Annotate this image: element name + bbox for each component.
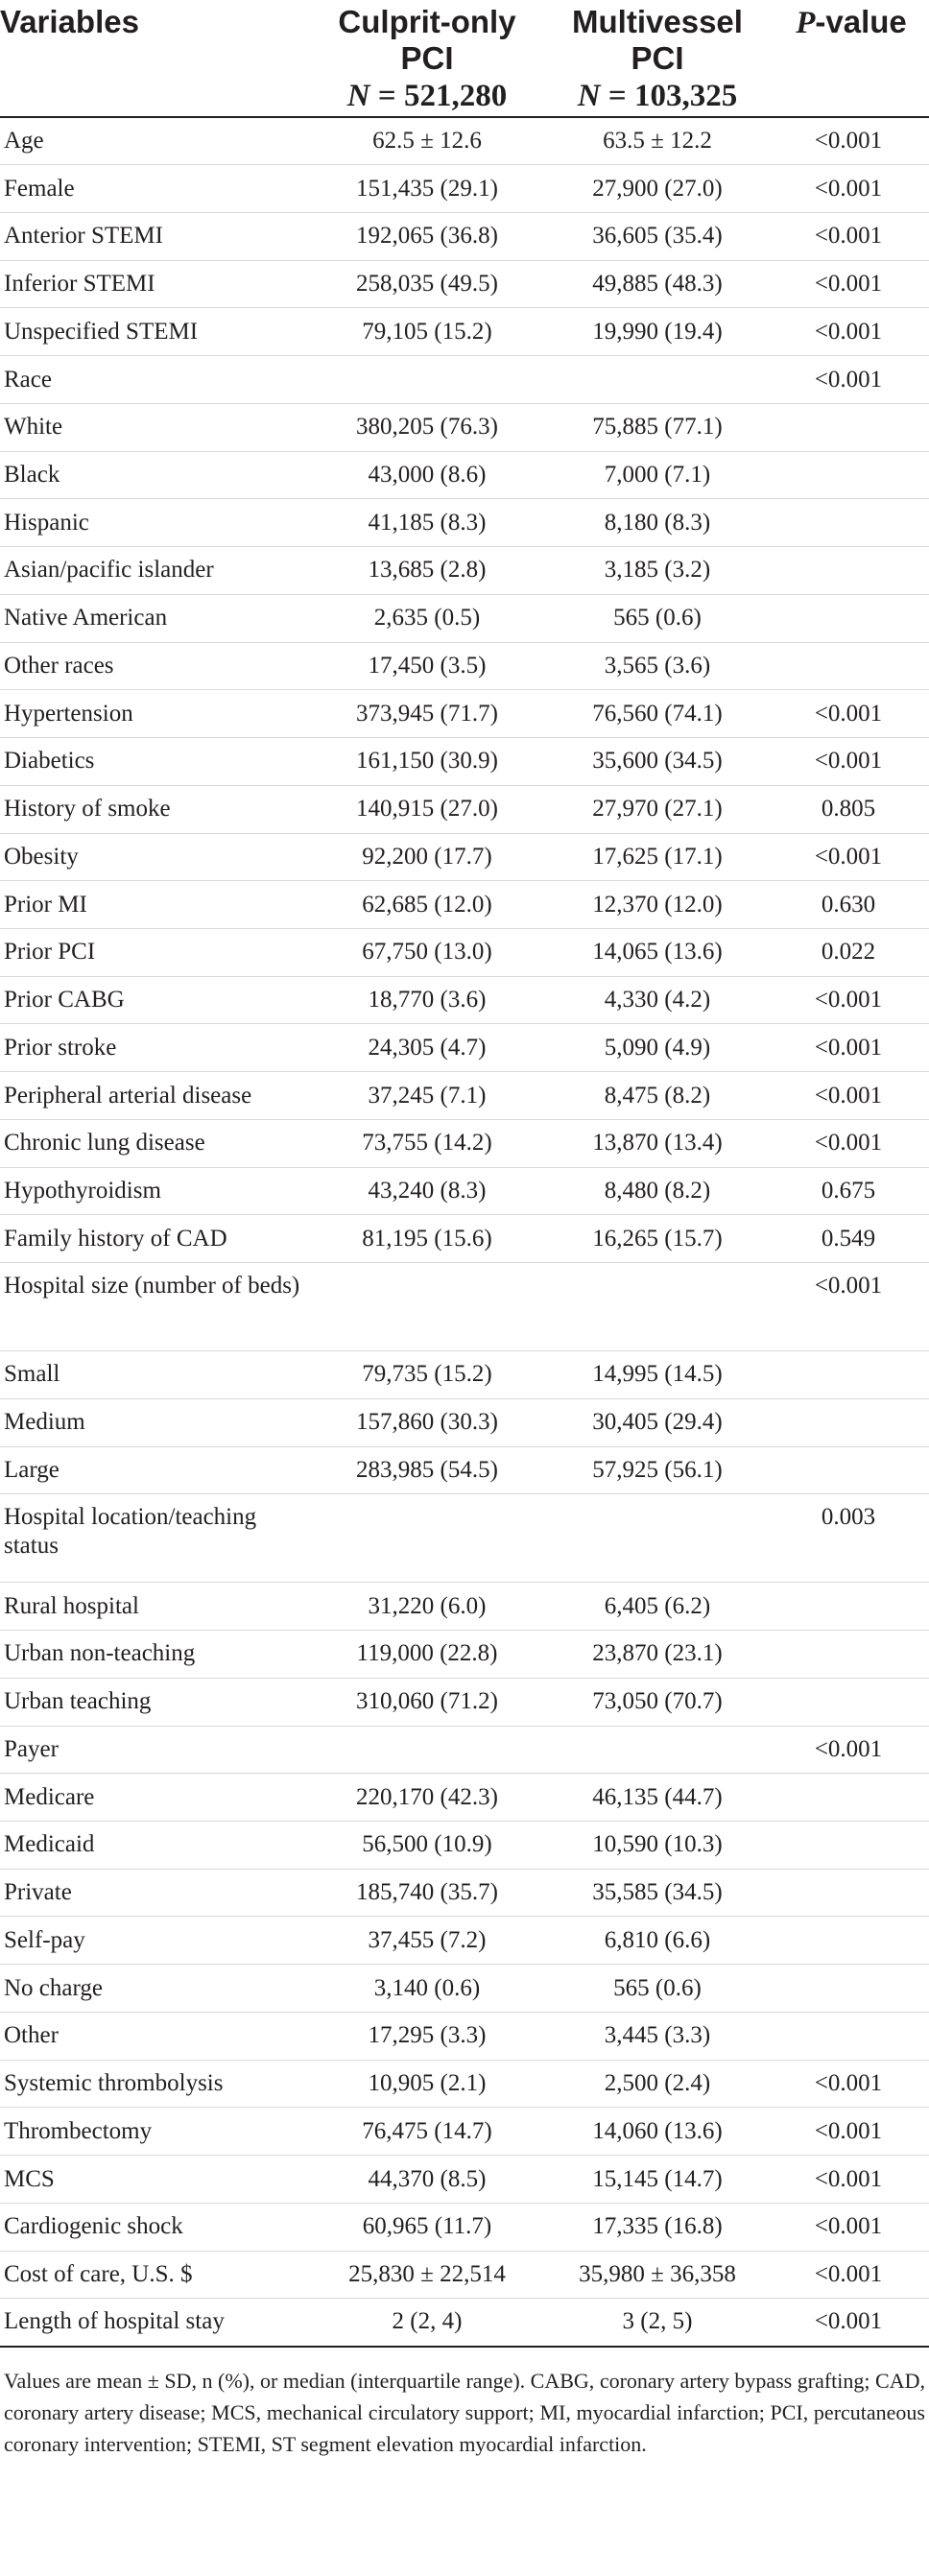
cell-p-value: <0.001	[768, 738, 929, 786]
cell-variable: Systemic thrombolysis	[0, 2060, 307, 2108]
cell-variable: Large	[0, 1446, 307, 1494]
cell-p-value	[768, 1869, 929, 1917]
cell-p-value: <0.001	[768, 356, 929, 404]
cell-culprit-only: 43,240 (8.3)	[307, 1167, 547, 1215]
cell-multivessel	[547, 1494, 768, 1583]
cell-culprit-only: 79,735 (15.2)	[307, 1351, 547, 1399]
table-row	[0, 1631, 929, 1679]
cell-culprit-only: 41,185 (8.3)	[307, 499, 547, 547]
cell-culprit-only: 2,635 (0.5)	[307, 594, 547, 642]
cell-p-value	[768, 403, 929, 451]
cell-culprit-only: 60,965 (11.7)	[307, 2203, 547, 2251]
table-row	[0, 1917, 929, 1965]
cell-p-value: <0.001	[768, 2108, 929, 2156]
cell-p-value	[768, 1822, 929, 1870]
cell-multivessel: 5,090 (4.9)	[547, 1024, 768, 1072]
table-row	[0, 1263, 929, 1351]
cell-culprit-only	[307, 1263, 547, 1351]
cell-culprit-only: 17,295 (3.3)	[307, 2012, 547, 2060]
table-row	[0, 690, 929, 738]
cell-culprit-only: 13,685 (2.8)	[307, 547, 547, 595]
cell-p-value	[768, 1351, 929, 1399]
cell-multivessel: 73,050 (70.7)	[547, 1678, 768, 1726]
header-culprit-n-label: N	[346, 79, 370, 113]
cell-p-value: <0.001	[768, 212, 929, 260]
cell-multivessel: 17,335 (16.8)	[547, 2203, 768, 2251]
cell-variable: Hospital location/teaching status	[0, 1494, 307, 1583]
cell-multivessel: 57,925 (56.1)	[547, 1446, 768, 1494]
cell-p-value: <0.001	[768, 1726, 929, 1774]
cell-culprit-only: 73,755 (14.2)	[307, 1119, 547, 1167]
cell-culprit-only: 44,370 (8.5)	[307, 2156, 547, 2204]
table-row	[0, 1024, 929, 1072]
table-row	[0, 642, 929, 690]
cell-variable: Peripheral arterial disease	[0, 1072, 307, 1120]
cell-culprit-only: 119,000 (22.8)	[307, 1631, 547, 1679]
cell-multivessel: 14,995 (14.5)	[547, 1351, 768, 1399]
cell-multivessel: 27,970 (27.1)	[547, 785, 768, 833]
table-row	[0, 165, 929, 213]
cell-multivessel: 35,600 (34.5)	[547, 738, 768, 786]
header-multi-n-value: = 103,325	[600, 79, 738, 113]
cell-multivessel: 6,810 (6.6)	[547, 1917, 768, 1965]
cell-multivessel	[547, 1263, 768, 1351]
cell-multivessel: 76,560 (74.1)	[547, 690, 768, 738]
cell-variable: Hypertension	[0, 690, 307, 738]
table-row	[0, 1398, 929, 1446]
header-variables-label: Variables	[0, 4, 139, 39]
table-row	[0, 308, 929, 356]
header-p-suffix: -value	[815, 4, 907, 39]
table-row	[0, 2108, 929, 2156]
cell-p-value	[768, 499, 929, 547]
table-row	[0, 2060, 929, 2108]
table-row	[0, 833, 929, 881]
table-row	[0, 928, 929, 976]
table-row	[0, 1678, 929, 1726]
cell-multivessel: 7,000 (7.1)	[547, 451, 768, 499]
cell-culprit-only: 283,985 (54.5)	[307, 1446, 547, 1494]
cell-variable: Thrombectomy	[0, 2108, 307, 2156]
cell-p-value	[768, 594, 929, 642]
header-multi-line1: Multivessel	[572, 4, 743, 39]
cell-variable: Anterior STEMI	[0, 212, 307, 260]
cell-multivessel: 14,065 (13.6)	[547, 928, 768, 976]
cell-multivessel: 6,405 (6.2)	[547, 1583, 768, 1631]
cell-p-value: <0.001	[768, 2156, 929, 2204]
table-row	[0, 738, 929, 786]
table-row	[0, 1583, 929, 1631]
cell-p-value	[768, 1398, 929, 1446]
cell-variable: Inferior STEMI	[0, 260, 307, 308]
cell-variable: Small	[0, 1351, 307, 1399]
cell-culprit-only: 10,905 (2.1)	[307, 2060, 547, 2108]
cell-variable: Hospital size (number of beds)	[0, 1263, 307, 1351]
cell-variable: Hypothyroidism	[0, 1167, 307, 1215]
cell-variable: Hispanic	[0, 499, 307, 547]
cell-culprit-only	[307, 1494, 547, 1583]
cell-p-value: 0.675	[768, 1167, 929, 1215]
header-culprit-only-pci	[307, 0, 547, 117]
cell-multivessel: 13,870 (13.4)	[547, 1119, 768, 1167]
cell-multivessel: 46,135 (44.7)	[547, 1774, 768, 1822]
cell-multivessel	[547, 356, 768, 404]
cell-variable: Rural hospital	[0, 1583, 307, 1631]
cell-p-value: <0.001	[768, 1072, 929, 1120]
cell-p-value: 0.549	[768, 1215, 929, 1263]
header-multi-line2: PCI	[631, 40, 684, 76]
header-variables	[0, 0, 307, 117]
cell-culprit-only: 76,475 (14.7)	[307, 2108, 547, 2156]
table-row	[0, 1072, 929, 1120]
header-multi-n	[547, 77, 768, 114]
cell-multivessel: 75,885 (77.1)	[547, 403, 768, 451]
table-row	[0, 260, 929, 308]
header-multi-n-label: N	[577, 79, 601, 113]
cell-variable: White	[0, 403, 307, 451]
table-row	[0, 499, 929, 547]
cell-p-value: <0.001	[768, 260, 929, 308]
header-culprit-n-value: = 521,280	[369, 79, 508, 113]
cell-variable: Race	[0, 356, 307, 404]
table-row	[0, 547, 929, 595]
cell-p-value: 0.003	[768, 1494, 929, 1583]
cell-culprit-only: 310,060 (71.2)	[307, 1678, 547, 1726]
table-row	[0, 1869, 929, 1917]
cell-p-value: 0.630	[768, 881, 929, 929]
cell-variable: No charge	[0, 1965, 307, 2013]
cell-culprit-only: 258,035 (49.5)	[307, 260, 547, 308]
table-row	[0, 1965, 929, 2013]
cell-multivessel: 12,370 (12.0)	[547, 881, 768, 929]
cell-variable: Prior MI	[0, 881, 307, 929]
table-body	[0, 117, 929, 2347]
cell-multivessel: 8,480 (8.2)	[547, 1167, 768, 1215]
cell-variable: Chronic lung disease	[0, 1119, 307, 1167]
cell-p-value	[768, 1631, 929, 1679]
cell-p-value	[768, 1446, 929, 1494]
cell-multivessel: 8,180 (8.3)	[547, 499, 768, 547]
cell-variable: Private	[0, 1869, 307, 1917]
cell-multivessel: 2,500 (2.4)	[547, 2060, 768, 2108]
cell-culprit-only: 373,945 (71.7)	[307, 690, 547, 738]
cell-culprit-only: 37,245 (7.1)	[307, 1072, 547, 1120]
cell-p-value: <0.001	[768, 117, 929, 165]
cell-culprit-only: 67,750 (13.0)	[307, 928, 547, 976]
cell-culprit-only: 161,150 (30.9)	[307, 738, 547, 786]
header-culprit-n	[307, 77, 547, 114]
cell-multivessel: 63.5 ± 12.2	[547, 117, 768, 165]
table-row	[0, 881, 929, 929]
cell-multivessel: 49,885 (48.3)	[547, 260, 768, 308]
cell-p-value: 0.805	[768, 785, 929, 833]
cell-multivessel: 3,565 (3.6)	[547, 642, 768, 690]
header-p-value	[768, 0, 929, 117]
table-row	[0, 212, 929, 260]
cell-multivessel	[547, 1726, 768, 1774]
cell-culprit-only: 25,830 ± 22,514	[307, 2251, 547, 2299]
cell-p-value	[768, 1774, 929, 1822]
table-row	[0, 356, 929, 404]
table-row	[0, 976, 929, 1024]
cell-multivessel: 3,445 (3.3)	[547, 2012, 768, 2060]
cell-multivessel: 16,265 (15.7)	[547, 1215, 768, 1263]
cell-variable: Age	[0, 117, 307, 165]
cell-multivessel: 3 (2, 5)	[547, 2299, 768, 2347]
cell-culprit-only: 185,740 (35.7)	[307, 1869, 547, 1917]
cell-culprit-only: 79,105 (15.2)	[307, 308, 547, 356]
cell-culprit-only: 18,770 (3.6)	[307, 976, 547, 1024]
cell-culprit-only: 380,205 (76.3)	[307, 403, 547, 451]
cell-multivessel: 36,605 (35.4)	[547, 212, 768, 260]
cell-multivessel: 35,980 ± 36,358	[547, 2251, 768, 2299]
cell-p-value: <0.001	[768, 1024, 929, 1072]
cell-culprit-only: 17,450 (3.5)	[307, 642, 547, 690]
cell-variable: Medicare	[0, 1774, 307, 1822]
cell-variable: Unspecified STEMI	[0, 308, 307, 356]
cell-multivessel: 3,185 (3.2)	[547, 547, 768, 595]
cell-variable: Other races	[0, 642, 307, 690]
cell-culprit-only: 81,195 (15.6)	[307, 1215, 547, 1263]
table-row	[0, 1167, 929, 1215]
cell-multivessel: 30,405 (29.4)	[547, 1398, 768, 1446]
table-row	[0, 403, 929, 451]
cell-p-value	[768, 451, 929, 499]
cell-variable: Prior CABG	[0, 976, 307, 1024]
cell-culprit-only: 157,860 (30.3)	[307, 1398, 547, 1446]
cell-variable: Black	[0, 451, 307, 499]
cell-variable: Other	[0, 2012, 307, 2060]
cell-variable: Urban teaching	[0, 1678, 307, 1726]
cell-multivessel: 8,475 (8.2)	[547, 1072, 768, 1120]
table-row	[0, 117, 929, 165]
cell-variable: Cost of care, U.S. $	[0, 2251, 307, 2299]
table-row	[0, 785, 929, 833]
cell-multivessel: 15,145 (14.7)	[547, 2156, 768, 2204]
cell-multivessel: 27,900 (27.0)	[547, 165, 768, 213]
table-row	[0, 2251, 929, 2299]
table-row	[0, 2156, 929, 2204]
cell-multivessel: 17,625 (17.1)	[547, 833, 768, 881]
cell-culprit-only: 92,200 (17.7)	[307, 833, 547, 881]
cell-culprit-only: 2 (2, 4)	[307, 2299, 547, 2347]
cell-p-value: <0.001	[768, 833, 929, 881]
table-footnote: Values are mean ± SD, n (%), or median (interquartile range). CABG, coronary artery bypass grafting; CAD, coronary artery disease; MCS, mechanical circulatory support; MI, myocardial infarction; PCI, percutaneous coronary intervention; STEMI, ST segment elevation myocardial infarction.	[4, 2368, 925, 2456]
cell-p-value: <0.001	[768, 165, 929, 213]
cell-culprit-only: 192,065 (36.8)	[307, 212, 547, 260]
cell-variable: History of smoke	[0, 785, 307, 833]
cell-variable: Length of hospital stay	[0, 2299, 307, 2347]
cell-p-value: <0.001	[768, 2203, 929, 2251]
cell-culprit-only: 37,455 (7.2)	[307, 1917, 547, 1965]
cell-variable: Payer	[0, 1726, 307, 1774]
cell-multivessel: 23,870 (23.1)	[547, 1631, 768, 1679]
cell-p-value	[768, 1965, 929, 2013]
cell-p-value	[768, 2012, 929, 2060]
cell-variable: Medicaid	[0, 1822, 307, 1870]
cell-variable: Prior PCI	[0, 928, 307, 976]
cell-multivessel: 35,585 (34.5)	[547, 1869, 768, 1917]
table-header	[0, 0, 929, 117]
cell-p-value: <0.001	[768, 1263, 929, 1351]
cell-culprit-only: 140,915 (27.0)	[307, 785, 547, 833]
cell-p-value	[768, 1583, 929, 1631]
header-multivessel-pci	[547, 0, 768, 117]
cell-culprit-only	[307, 1726, 547, 1774]
table-row	[0, 2012, 929, 2060]
header-culprit-line2: PCI	[400, 40, 454, 76]
cell-variable: Self-pay	[0, 1917, 307, 1965]
table-row	[0, 1446, 929, 1494]
cell-variable: Native American	[0, 594, 307, 642]
cell-culprit-only: 3,140 (0.6)	[307, 1965, 547, 2013]
cell-variable: Diabetics	[0, 738, 307, 786]
cell-variable: Asian/pacific islander	[0, 547, 307, 595]
cell-multivessel: 565 (0.6)	[547, 594, 768, 642]
cell-variable: Medium	[0, 1398, 307, 1446]
cell-culprit-only: 62,685 (12.0)	[307, 881, 547, 929]
cell-culprit-only	[307, 356, 547, 404]
table-row	[0, 1119, 929, 1167]
cell-culprit-only: 151,435 (29.1)	[307, 165, 547, 213]
cell-p-value: <0.001	[768, 308, 929, 356]
cell-culprit-only: 24,305 (4.7)	[307, 1024, 547, 1072]
table-row	[0, 1726, 929, 1774]
cell-p-value	[768, 1678, 929, 1726]
table-row	[0, 1351, 929, 1399]
table-row	[0, 1822, 929, 1870]
table-row	[0, 1494, 929, 1583]
cell-multivessel: 10,590 (10.3)	[547, 1822, 768, 1870]
cell-p-value	[768, 547, 929, 595]
cell-variable: Cardiogenic shock	[0, 2203, 307, 2251]
cell-variable: Urban non-teaching	[0, 1631, 307, 1679]
cell-p-value	[768, 1917, 929, 1965]
cell-culprit-only: 31,220 (6.0)	[307, 1583, 547, 1631]
cell-multivessel: 4,330 (4.2)	[547, 976, 768, 1024]
header-p-label: P	[796, 6, 816, 40]
cell-culprit-only: 56,500 (10.9)	[307, 1822, 547, 1870]
cell-culprit-only: 62.5 ± 12.6	[307, 117, 547, 165]
cell-p-value: <0.001	[768, 2299, 929, 2347]
table-row	[0, 1215, 929, 1263]
table-row	[0, 594, 929, 642]
table-row	[0, 451, 929, 499]
cell-variable: Obesity	[0, 833, 307, 881]
table-row	[0, 2299, 929, 2347]
cell-variable: MCS	[0, 2156, 307, 2204]
cell-p-value: 0.022	[768, 928, 929, 976]
cell-p-value: <0.001	[768, 2060, 929, 2108]
cell-culprit-only: 220,170 (42.3)	[307, 1774, 547, 1822]
header-culprit-line1: Culprit-only	[338, 4, 516, 39]
cell-culprit-only: 43,000 (8.6)	[307, 451, 547, 499]
cell-multivessel: 19,990 (19.4)	[547, 308, 768, 356]
cell-variable: Prior stroke	[0, 1024, 307, 1072]
header-row	[0, 0, 929, 117]
cell-p-value	[768, 642, 929, 690]
cell-p-value: <0.001	[768, 2251, 929, 2299]
cell-p-value: <0.001	[768, 1119, 929, 1167]
table-row	[0, 2203, 929, 2251]
cell-p-value: <0.001	[768, 976, 929, 1024]
cell-variable: Female	[0, 165, 307, 213]
table-row	[0, 1774, 929, 1822]
cell-p-value: <0.001	[768, 690, 929, 738]
cell-multivessel: 565 (0.6)	[547, 1965, 768, 2013]
cell-variable: Family history of CAD	[0, 1215, 307, 1263]
cell-multivessel: 14,060 (13.6)	[547, 2108, 768, 2156]
